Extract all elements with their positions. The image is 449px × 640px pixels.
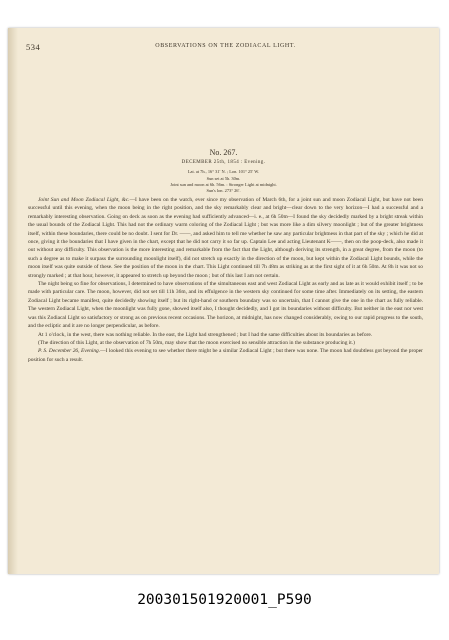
paragraph-5-lead: P. S. December 26, Evening. (38, 348, 101, 355)
paragraph-1 (28, 196, 423, 280)
paragraph-1-text: —I have been on the watch, ever since my observation of March 6th, for a joint sun and moon Zodiacal Light, but have not been successful until this evening, when the moon being in the right position, and the sky remarkably clear and bright—clear down to the very horizon—I had a successful and a remarkably interesting observation. Going on deck as soon as the evening had sufficiently advanced—i. e., at 6h 50m—I found the sky decidedly marked by a bright streak within the usual bounds of the Zodiacal Light. This had not the ordinary warm coloring of the Zodiacal Light ; but was more like a dim silvery moonlight ; but of the greater brightness itself, within these boundaries, there could be no doubt. I sent for Dr. ——, and asked him to tell me whether he saw any particular brightness in that part of the sky ; which he did at once, giving it the boundaries that I have given in the chart, except that he did not carry it so far up. Captain Lee and acting Lieutenant K——, then on the poop-deck, also made it out without any difficulty. This observation is the more interesting and remarkable from the fact that the Light, although deriving its strength, in a great degree, from the moon (to such a degree as to make it surpass the surrounding moonlight itself), did not stretch up exactly in the direction of the moon, but kept within the Zodiacal Light bounds, while the moon itself was quite outside of these. See the position of the moon in the chart. This Light continued till 7h 48m as striking as at the first sight of it at 6h 50m. At 8h it was not so strongly marked ; at that hour, however, it appeared to stretch up beyond the moon ; but of this last I am not certain. (28, 197, 423, 279)
entry-sun-longitude: Sun's lon. 273° 26′. (206, 188, 241, 193)
paragraph-2: The night being so fine for observations, I determined to have observations of the simultaneous east and west Zodiacal Light as early and as late as it would exhibit itself ; to be made with particular care. The moon, however, did not set till 11h 36m, and its effulgence in the western sky continued for some time after. Immediately on its setting, the eastern Zodiacal Light became manifest, quite decidedly showing itself ; but its right-hand or southern boundary was so uncertain, that I cannot give the one in the chart as fully reliable. The western Zodiacal Light, when the moonlight was fully gone, showed itself also, I thought decidedly, and I got its boundaries without difficulty. But neither in the east nor west was this Zodiacal Light so satisfactory or strong as on previous recent occasions. The horizon, at midnight, has now changed considerably, owing to our rapid progress to the south, and the ecliptic and it are no longer perpendicular, as before. (28, 281, 423, 330)
paragraph-3: At 1 o'clock, in the west, there was nothing reliable. In the east, the Light had strengthened ; but I had the same difficulties about its boundaries as before. (38, 331, 373, 338)
page-number: 534 (26, 42, 41, 52)
running-head (26, 42, 425, 52)
entry-moon: Joint sun and moon at 6h. 56m. : Stronger Light at midnight. (170, 182, 277, 187)
document-page (8, 28, 439, 574)
entry-number: No. 267. (209, 148, 238, 157)
paragraph-4: (The direction of this Light, at the observation of 7h 50m, may show that the moon exercised no sensible attraction in the substance producing it.) (38, 339, 355, 346)
entry-position: Lat. at 7h., 16° 31′ N. ; Lon. 101° 25′ W. (187, 169, 260, 174)
paragraph-5-text: —I looked this evening to see whether there might be a similar Zodiacal Light ; but there was none. The moon had doubtless got beyond the proper position for such a result. (28, 348, 423, 363)
paragraph-5 (28, 347, 423, 364)
body-text (28, 196, 423, 364)
paragraph-1-lead: Joint Sun and Moon Zodiacal Light, &c. (38, 197, 130, 203)
running-title: OBSERVATIONS ON THE ZODIACAL LIGHT. (155, 43, 296, 49)
entry-date: DECEMBER 25th, 1854 : Evening. (181, 160, 266, 165)
image-caption: 200301501920001_P590 (137, 592, 312, 608)
entry-sun-set: Sun set at 5h. 30m. (206, 176, 241, 181)
